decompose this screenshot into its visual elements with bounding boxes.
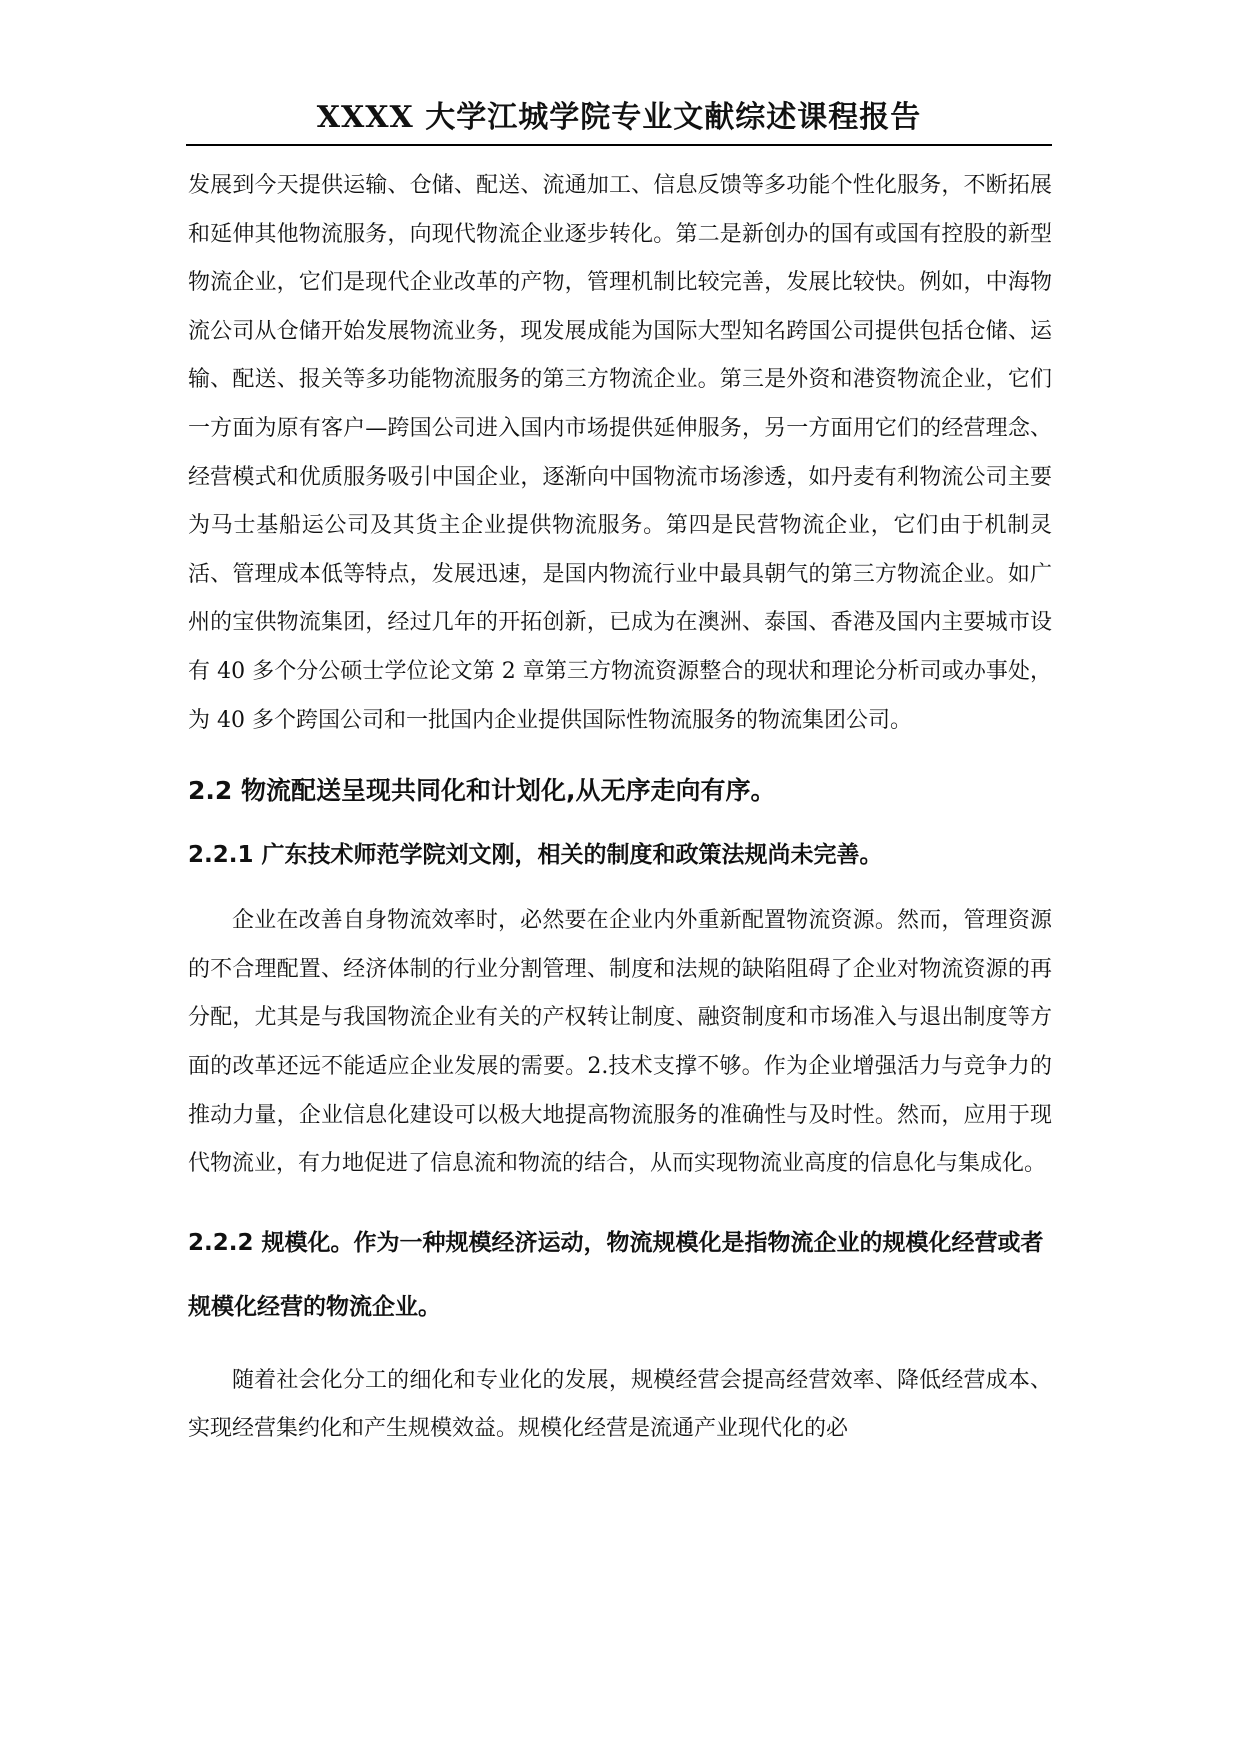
paragraph-scale-operation: 随着社会化分工的细化和专业化的发展，规模经营会提高经营效率、降低经营成本、实现经营集约化和产生规模效益。规模化经营是流通产业现代化的必 [188,1367,1052,1442]
page-header [186,96,1052,146]
section-heading-2-2-1: 2.2.1 广东技术师范学院刘文刚，相关的制度和政策法规尚未完善。 [188,842,883,869]
section-heading-2-2-2: 2.2.2 规模化。作为一种规模经济运动，物流规模化是指物流企业的规模化经营或者规模化经营的物流企业。 [188,1229,1044,1320]
report-title: XXXX 大学江城学院专业文献综述课程报告 [316,100,922,135]
document-body [188,162,1052,1454]
paragraph-regulation: 企业在改善自身物流效率时，必然要在企业内外重新配置物流资源。然而，管理资源的不合理配置、经济体制的行业分割管理、制度和法规的缺陷阻碍了企业对物流资源的再分配，尤其是与我国物流企业有关的产权转让制度、融资制度和市场准入与退出制度等方面的改革还远不能适应企业发展的需要。2.技术支撑不够。作为企业增强活力与竞争力的推动力量，企业信息化建设可以极大地提高物流服务的准确性与及时性。然而，应用于现代物流业，有力地促进了信息流和物流的结合，从而实现物流业高度的信息化与集成化。 [188,908,1052,1177]
paragraph-logistics-enterprises: 发展到今天提供运输、仓储、配送、流通加工、信息反馈等多功能个性化服务，不断拓展和延伸其他物流服务，向现代物流企业逐步转化。第二是新创办的国有或国有控股的新型物流企业，它们是现代企业改革的产物，管理机制比较完善，发展比较快。例如，中海物流公司从仓储开始发展物流业务，现发展成能为国际大型知名跨国公司提供包括仓储、运输、配送、报关等多功能物流服务的第三方物流企业。第三是外资和港资物流企业，它们一方面为原有客户—跨国公司进入国内市场提供延伸服务，另一方面用它们的经营理念、经营模式和优质服务吸引中国企业，逐渐向中国物流市场渗透，如丹麦有利物流公司主要为马士基船运公司及其货主企业提供物流服务。第四是民营物流企业，它们由于机制灵活、管理成本低等特点，发展迅速，是国内物流行业中最具朝气的第三方物流企业。如广州的宝供物流集团，经过几年的开拓创新，已成为在澳洲、泰国、香港及国内主要城市设有 40 多个分公硕士学位论文第 2 章第三方物流资源整合的现状和理论分析司或办事处，为 40 多个跨国公司和一批国内企业提供国际性物流服务的物流集团公司。 [188,173,1052,733]
section-heading-2-2: 2.2 物流配送呈现共同化和计划化,从无序走向有序。 [188,776,776,806]
